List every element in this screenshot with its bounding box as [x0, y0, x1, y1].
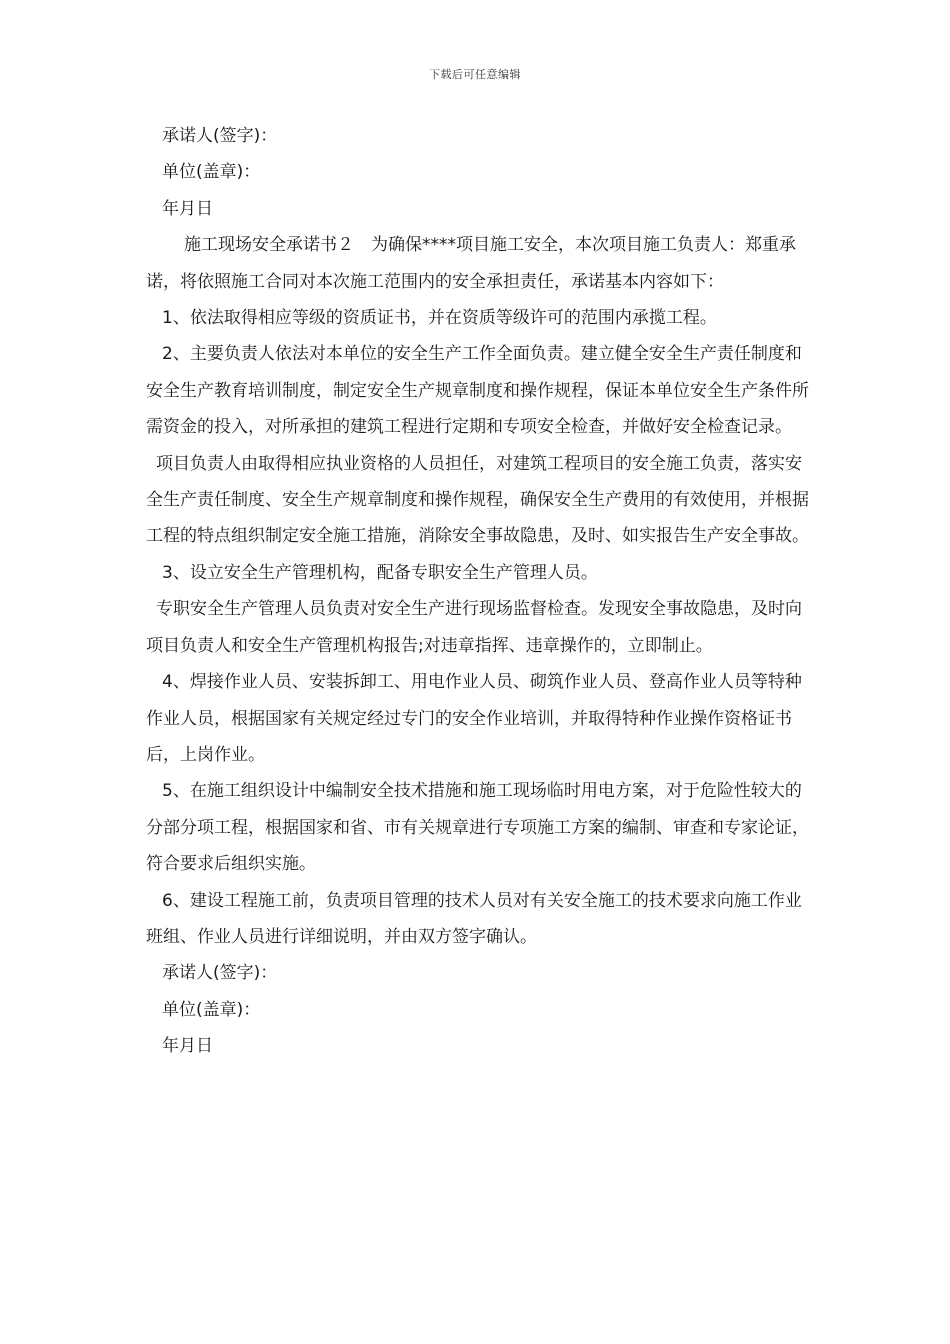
paragraph-item-3: 3、设立安全生产管理机构，配备专职安全生产管理人员。 [162, 562, 598, 583]
paragraph-item-1: 1、依法取得相应等级的资质证书，并在资质等级许可的范围内承揽工程。 [162, 308, 717, 329]
paragraph-intro: 施工现场安全承诺书２ 为确保****项目施工安全，本次项目施工负责人：郑重承诺，将依照施工合同对本次施工范围内的安全承担责任，承诺基本内容如下： [146, 235, 796, 292]
paragraph-item-6: 6、建设工程施工前，负责项目管理的技术人员对有关安全施工的技术要求向施工作业班组、作业人员进行详细说明，并由双方签字确认。 [146, 890, 802, 947]
paragraph-item-4: 4、焊接作业人员、安装拆卸工、用电作业人员、砌筑作业人员、登高作业人员等特种作业人员，根据国家有关规定经过专门的安全作业培训，并取得特种作业操作资格证书后，上岗作业。 [146, 672, 802, 765]
signature-line-unit: 单位(盖章)： [162, 999, 261, 1020]
document-body [146, 118, 818, 1065]
date-line: 年月日 [162, 1036, 213, 1057]
signature-line-promisor: 承诺人(签字)： [162, 963, 278, 984]
paragraph-item-2: 2、主要负责人依法对本单位的安全生产工作全面负责。建立健全安全生产责任制度和安全生产教育培训制度，制定安全生产规章制度和操作规程，保证本单位安全生产条件所需资金的投入，对所承担的建筑工程进行定期和专项安全检查，并做好安全检查记录。 [146, 344, 809, 438]
page-header: 下载后可任意编辑 [429, 68, 521, 81]
paragraph-project-leader: 项目负责人由取得相应执业资格的人员担任，对建筑工程项目的安全施工负责，落实安全生产责任制度、安全生产规章制度和操作规程，确保安全生产费用的有效使用，并根据工程的特点组织制定安全施工措施，消除安全事故隐患，及时、如实报告生产安全事故。 [146, 453, 809, 547]
signature-line-promisor: 承诺人(签字)： [162, 126, 278, 146]
paragraph-item-5: 5、在施工组织设计中编制安全技术措施和施工现场临时用电方案，对于危险性较大的分部分项工程，根据国家和省、市有关规章进行专项施工方案的编制、审查和专家论证，符合要求后组织实施。 [146, 781, 809, 875]
signature-line-unit: 单位(盖章)： [162, 162, 261, 183]
date-line: 年月日 [162, 198, 213, 219]
paragraph-safety-staff: 专职安全生产管理人员负责对安全生产进行现场监督检查。发现安全事故隐患，及时向项目负责人和安全生产管理机构报告;对违章指挥、违章操作的，立即制止。 [146, 599, 802, 656]
